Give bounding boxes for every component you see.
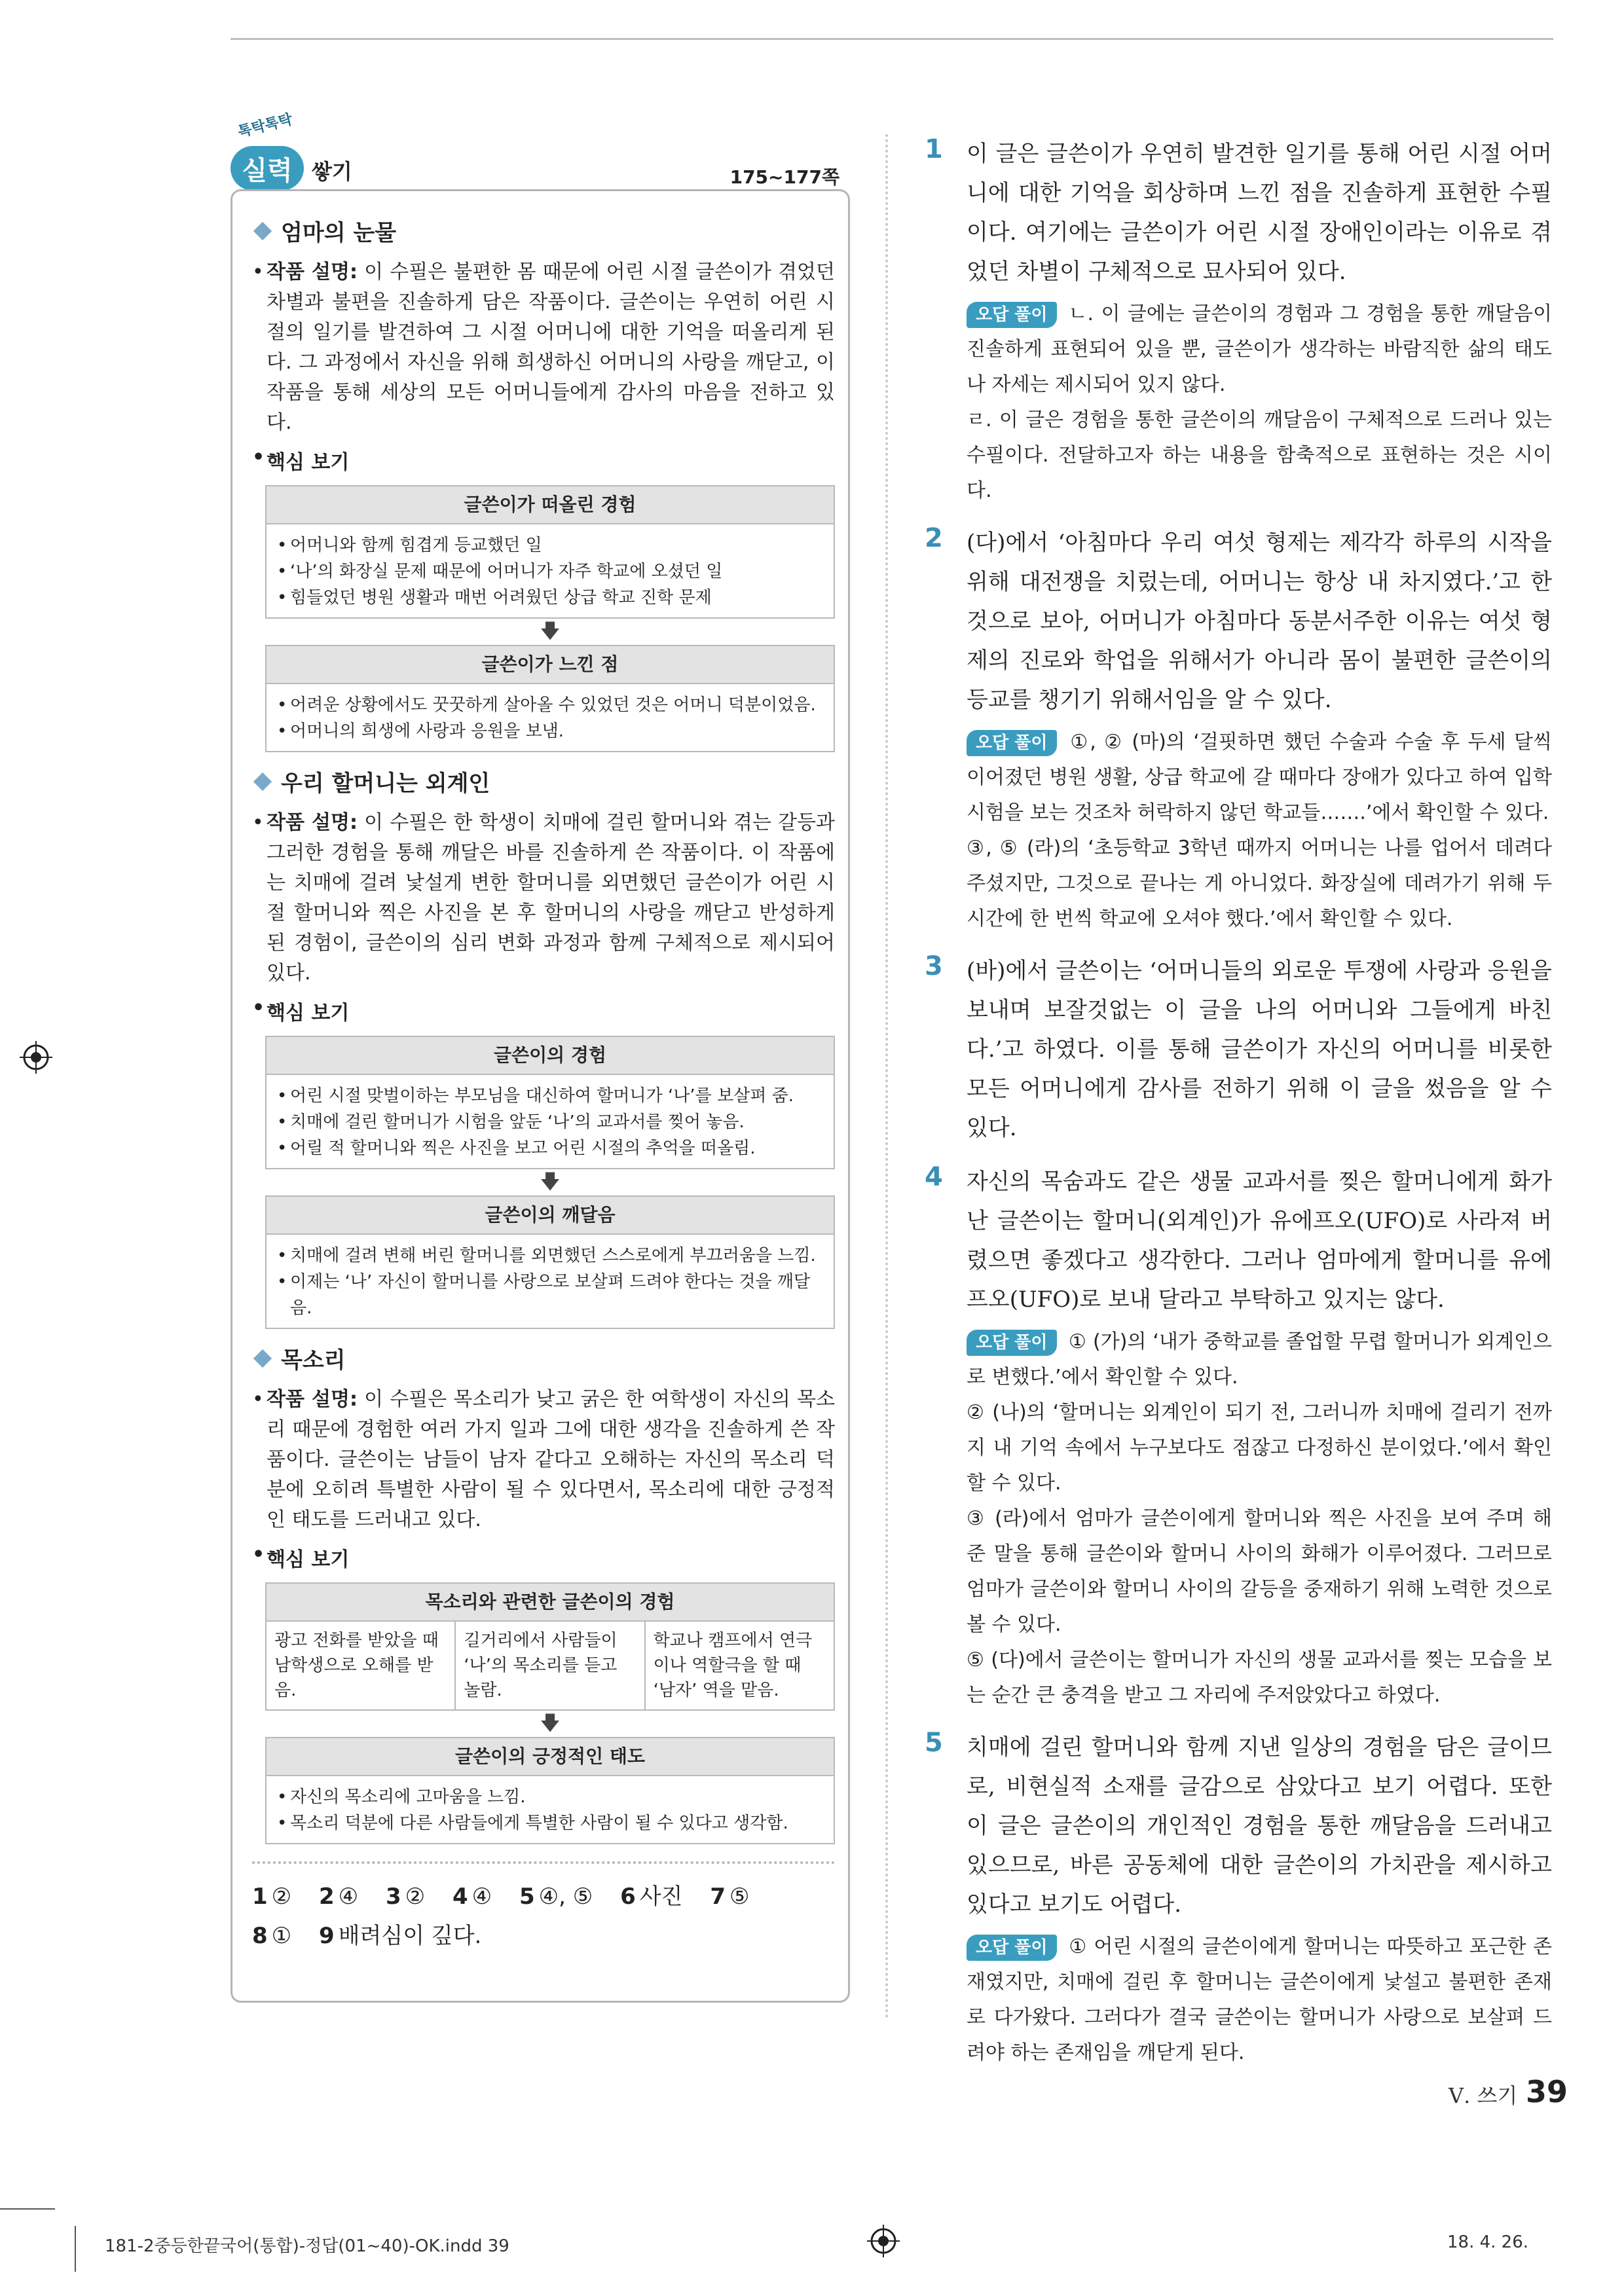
voice-experience-table xyxy=(265,1582,835,1711)
list-item xyxy=(277,1083,823,1109)
feeling-table xyxy=(265,645,835,752)
note-text: ③, ⑤ (라)의 ‘초등학교 3학년 때까지 어머니는 나를 업어서 데려다주셨지만, 그것으로 끝나는 게 아니었다. 화장실에 데려가기 위해 두 시간에 한 번씩 학교에 오셔야 했다.’에서 확인할 수 있다. xyxy=(967,837,1552,930)
note-line xyxy=(967,1501,1552,1643)
question-explanation xyxy=(923,951,1552,1148)
answer-number: 4 xyxy=(452,1884,468,1910)
bullet-icon: • xyxy=(252,1543,265,1566)
bullet-icon: • xyxy=(277,1246,287,1266)
list-item-text: 목소리 덕분에 다른 사람들에게 특별한 사람이 될 수 있다고 생각함. xyxy=(290,1813,788,1833)
table-header: 목소리와 관련한 글쓴이의 경험 xyxy=(267,1584,834,1622)
explanation-text: 이 글은 글쓴이가 우연히 발견한 일기를 통해 어린 시절 어머니에 대한 기억을 회상하며 느낀 점을 진솔하게 표현한 수필이다. 여기에는 글쓴이가 어린 시절 장애인이라는 이유로 겪었던 차별이 구체적으로 묘사되어 있다. xyxy=(967,141,1552,285)
note-line xyxy=(967,297,1552,403)
question-explanation xyxy=(923,134,1552,509)
attitude-table xyxy=(265,1737,835,1844)
answer-item xyxy=(452,1877,492,1916)
answer-value: 배려심이 깊다. xyxy=(338,1923,482,1949)
badge-main-text: 실력 xyxy=(231,146,304,191)
explanation-text: (바)에서 글쓴이는 ‘어머니들의 외로운 투쟁에 사랑과 응원을 보내며 보잘것없는 이 글을 나의 어머니와 그들에게 바친다.’고 하였다. 이를 통해 글쓴이가 자신의 어머니를 비롯한 모든 어머니에게 감사를 전하기 위해 이 글을 썼음을 알 수 있다. xyxy=(967,958,1552,1141)
table-body xyxy=(267,1235,834,1328)
section-title xyxy=(252,765,835,797)
list-item-text: 어린 시절 맞벌이하는 부모님을 대신하여 할머니가 ‘나’를 보살펴 줌. xyxy=(290,1086,794,1106)
list-item-text: 치매에 걸려 변해 버린 할머니를 외면했던 스스로에게 부끄러움을 느낌. xyxy=(290,1246,816,1266)
table-cell: 길거리에서 사람들이 ‘나’의 목소리를 듣고 놀람. xyxy=(456,1622,645,1709)
answer-number: 9 xyxy=(319,1923,335,1949)
bullet-icon: • xyxy=(252,1388,264,1411)
answer-number: 5 xyxy=(519,1884,535,1910)
answer-number: 1 xyxy=(252,1884,268,1910)
question-explanation xyxy=(923,1728,1552,2071)
work-description xyxy=(252,1385,835,1535)
explanation-text: 치매에 걸린 할머니와 함께 지낸 일상의 경험을 담은 글이므로, 비현실적 소재를 글감으로 삼았다고 보기 어렵다. 또한 이 글은 글쓴이의 개인적인 경험을 통한 깨달음을 드러내고 있으므로, 바른 공동체에 대한 글쓴이의 가치관을 제시하고 있다고 보기도 어렵다. xyxy=(967,1734,1552,1918)
explanation-text: (다)에서 ‘아침마다 우리 여섯 형제는 제각각 하루의 시작을 위해 대전쟁을 치렀는데, 어머니는 항상 내 차지였다.’고 한 것으로 보아, 어머니가 아침마다 동분서주한 이유는 여섯 형제의 진로와 학업을 위해서가 아니라 몸이 불편한 글쓴이의 등교를 챙기기 위해서임을 알 수 있다. xyxy=(967,530,1552,713)
question-number: 3 xyxy=(925,951,943,981)
column-divider xyxy=(885,134,888,2020)
bullet-icon: • xyxy=(277,1086,287,1106)
table-row xyxy=(267,1622,834,1709)
crop-mark xyxy=(0,2208,55,2210)
list-item xyxy=(277,1135,823,1161)
note-text: ② (나)의 ‘할머니는 외계인이 되기 전, 그러니까 치매에 걸리기 전까지 내 기억 속에서 누구보다도 점잖고 다정하신 분이었다.’에서 확인할 수 있다. xyxy=(967,1401,1552,1495)
experience-table xyxy=(265,485,835,619)
registration-mark-icon xyxy=(20,1041,52,1074)
answer-item xyxy=(710,1877,749,1916)
answer-number: 7 xyxy=(710,1884,726,1910)
table-body xyxy=(267,1075,834,1168)
list-item xyxy=(277,1109,823,1135)
answer-value: ④, ⑤ xyxy=(538,1884,593,1910)
table-header: 글쓴이가 느낀 점 xyxy=(267,646,834,684)
note-text: ① 어린 시절의 글쓴이에게 할머니는 따뜻하고 포근한 존재였지만, 치매에 걸린 후 할머니는 글쓴이에게 낯설고 불편한 존재로 다가왔다. 그러다가 결국 글쓴이는 할머니가 사랑으로 보살펴 드려야 하는 존재임을 깨닫게 된다. xyxy=(967,1935,1552,2064)
core-label xyxy=(252,996,835,1025)
desc-text: 이 수필은 한 학생이 치매에 걸린 할머니와 겪는 갈등과 그러한 경험을 통해 깨달은 바를 진솔하게 쓴 작품이다. 이 작품에는 치매에 걸려 낯설게 변한 할머니를 외면했던 글쓴이가 어린 시절 할머니와 찍은 사진을 본 후 할머니의 사랑을 깨닫고 반성하게 된 경험이, 글쓴이의 심리 변화 과정과 함께 구체적으로 제시되어 있다. xyxy=(267,811,835,985)
bullet-icon: • xyxy=(277,562,287,581)
bullet-icon: • xyxy=(252,261,264,283)
section-badge xyxy=(231,111,401,193)
answer-value: ② xyxy=(405,1884,426,1910)
section-title-text: 엄마의 눈물 xyxy=(281,220,397,246)
answer-item xyxy=(519,1877,593,1916)
summary-box xyxy=(231,189,850,2003)
bullet-icon: • xyxy=(277,1787,287,1807)
imprint-filename: 181-2중등한끝국어(통합)-정답(01~40)-OK.indd 39 xyxy=(105,2236,509,2256)
answer-value: ② xyxy=(271,1884,292,1910)
bullet-icon: • xyxy=(277,536,287,555)
crop-mark xyxy=(75,2226,76,2272)
list-item-text: 치매에 걸린 할머니가 시험을 앞둔 ‘나’의 교과서를 찢어 놓음. xyxy=(290,1112,745,1132)
wrong-answer-notes xyxy=(967,725,1552,937)
bullet-icon: • xyxy=(277,1813,287,1833)
bullet-icon: • xyxy=(277,1112,287,1132)
answer-item xyxy=(252,1916,291,1956)
note-line xyxy=(967,403,1552,509)
section-title-text: 우리 할머니는 외계인 xyxy=(281,771,490,797)
list-item xyxy=(277,1784,823,1810)
question-number: 5 xyxy=(925,1728,943,1758)
answer-value: 사진 xyxy=(639,1884,683,1910)
section-title xyxy=(252,215,835,247)
question-number: 2 xyxy=(925,523,943,553)
answer-value: ① xyxy=(271,1923,292,1949)
note-text: ㄹ. 이 글은 경험을 통한 글쓴이의 깨달음이 구체적으로 드러나 있는 수필이다. 전달하고자 하는 내용을 함축적으로 표현하는 것은 시이다. xyxy=(967,409,1552,502)
experience-table xyxy=(265,1036,835,1169)
table-body xyxy=(267,684,834,751)
list-item xyxy=(277,718,823,744)
answer-key xyxy=(252,1877,835,1956)
list-item-text: 자신의 목소리에 고마움을 느낌. xyxy=(290,1787,526,1807)
list-item xyxy=(277,1269,823,1321)
explanation-text: 자신의 목숨과도 같은 생물 교과서를 찢은 할머니에게 화가 난 글쓴이는 할머니(외계인)가 유에프오(UFO)로 사라져 버렸으면 좋겠다고 생각한다. 그러나 엄마에게 할머니를 유에프오(UFO)로 보내 달라고 부탁하고 있지는 않다. xyxy=(967,1169,1552,1313)
list-item xyxy=(277,1810,823,1836)
answer-number: 6 xyxy=(620,1884,636,1910)
list-item-text: 어머니의 희생에 사랑과 응원을 보냄. xyxy=(290,721,564,741)
list-item-text: 어려운 상황에서도 꿋꿋하게 살아올 수 있었던 것은 어머니 덕분이었음. xyxy=(290,695,816,715)
answer-value: ⑤ xyxy=(729,1884,750,1910)
realization-table xyxy=(265,1195,835,1329)
core-label xyxy=(252,446,835,475)
diamond-icon xyxy=(253,1349,272,1367)
top-rule xyxy=(231,38,1553,40)
note-line xyxy=(967,831,1552,937)
desc-label: 작품 설명: xyxy=(267,261,358,283)
imprint-date: 18. 4. 26. xyxy=(1447,2232,1529,2252)
list-item xyxy=(277,585,823,611)
arrow-down-icon: 🡇 xyxy=(540,620,561,643)
bullet-icon: • xyxy=(252,996,265,1019)
summary-box-inner xyxy=(252,211,835,1956)
question-number: 1 xyxy=(925,134,943,164)
bullet-icon: • xyxy=(277,695,287,715)
desc-label: 작품 설명: xyxy=(267,811,358,834)
section-title-text: 목소리 xyxy=(281,1347,346,1374)
registration-mark-icon xyxy=(867,2225,900,2257)
table-header: 글쓴이가 떠올린 경험 xyxy=(267,486,834,524)
list-item-text: 어릴 적 할머니와 찍은 사진을 보고 어린 시절의 추억을 떠올림. xyxy=(290,1139,756,1158)
answer-value: ④ xyxy=(338,1884,359,1910)
bullet-icon: • xyxy=(277,588,287,608)
bullet-icon: • xyxy=(252,811,264,834)
note-text: ⑤ (다)에서 글쓴이는 할머니가 자신의 생물 교과서를 찢는 모습을 보는 순간 큰 충격을 받고 그 자리에 주저앉았다고 하였다. xyxy=(967,1649,1552,1707)
dotted-divider xyxy=(252,1861,835,1864)
bullet-icon: • xyxy=(252,446,265,469)
page-number: 39 xyxy=(1526,2074,1568,2109)
core-label xyxy=(252,1543,835,1572)
answer-value: ④ xyxy=(471,1884,492,1910)
table-body xyxy=(267,524,834,617)
note-text: ㄴ. 이 글에는 글쓴이의 경험과 그 경험을 통한 깨달음이 진솔하게 표현되어 있을 뿐, 글쓴이가 생각하는 바람직한 삶의 태도나 자세는 제시되어 있지 않다. xyxy=(967,302,1552,396)
question-number: 4 xyxy=(925,1162,943,1192)
table-header: 글쓴이의 경험 xyxy=(267,1037,834,1075)
answer-item xyxy=(319,1916,481,1956)
right-column xyxy=(923,134,1552,2085)
list-item xyxy=(277,1243,823,1269)
core-label-text: 핵심 보기 xyxy=(267,1548,350,1571)
table-cell: 학교나 캠프에서 연극이나 역할극을 할 때 ‘남자’ 역을 맡음. xyxy=(653,1631,813,1700)
list-item xyxy=(277,532,823,558)
answer-item xyxy=(386,1877,425,1916)
section-title xyxy=(252,1342,835,1374)
answer-number: 2 xyxy=(319,1884,335,1910)
table-header: 글쓴이의 긍정적인 태도 xyxy=(267,1738,834,1776)
note-line xyxy=(967,1324,1552,1395)
badge-small-text: 톡탁톡탁 xyxy=(236,111,295,141)
bullet-icon: • xyxy=(277,721,287,741)
badge-title: 쌓기 xyxy=(312,159,352,184)
note-line xyxy=(967,1929,1552,2071)
wrong-answer-badge: 오답 풀이 xyxy=(967,302,1057,328)
arrow-down-icon: 🡇 xyxy=(540,1712,561,1735)
diamond-icon xyxy=(253,221,272,240)
wrong-answer-notes xyxy=(967,1324,1552,1713)
table-cell: 광고 전화를 받았을 때 남학생으로 오해를 받음. xyxy=(267,1622,456,1709)
wrong-answer-notes xyxy=(967,297,1552,509)
core-label-text: 핵심 보기 xyxy=(267,451,350,474)
list-item-text: ‘나’의 화장실 문제 때문에 어머니가 자주 학교에 오셨던 일 xyxy=(290,562,723,581)
answer-number: 3 xyxy=(386,1884,401,1910)
page-range: 175~177쪽 xyxy=(729,166,840,188)
list-item xyxy=(277,558,823,585)
list-item-text: 힘들었던 병원 생활과 매번 어려웠던 상급 학교 진학 문제 xyxy=(290,588,712,608)
list-item xyxy=(277,692,823,718)
wrong-answer-badge: 오답 풀이 xyxy=(967,1935,1057,1961)
question-explanation xyxy=(923,523,1552,937)
answer-item xyxy=(319,1877,358,1916)
answer-row xyxy=(252,1877,835,1916)
note-line xyxy=(967,1643,1552,1713)
arrow-down-icon: 🡇 xyxy=(540,1171,561,1194)
work-description xyxy=(252,808,835,989)
note-line xyxy=(967,725,1552,831)
wrong-answer-badge: 오답 풀이 xyxy=(967,1330,1057,1356)
diamond-icon xyxy=(253,772,272,790)
wrong-answer-badge: 오답 풀이 xyxy=(967,730,1057,756)
note-text: ①, ② (마)의 ‘걸핏하면 했던 수술과 수술 후 두세 달씩 이어졌던 병원 생활, 상급 학교에 갈 때마다 장애가 있다고 하여 입학시험을 보는 것조차 허락하지 않던 학교들…….’에서 확인할 수 있다. xyxy=(967,731,1552,824)
bullet-icon: • xyxy=(277,1139,287,1158)
note-line xyxy=(967,1395,1552,1501)
core-label-text: 핵심 보기 xyxy=(267,1002,350,1025)
table-header: 글쓴이의 깨달음 xyxy=(267,1197,834,1235)
answer-item xyxy=(252,1877,291,1916)
list-item-text: 어머니와 함께 힘겹게 등교했던 일 xyxy=(290,536,542,555)
wrong-answer-notes xyxy=(967,1929,1552,2071)
table-body xyxy=(267,1776,834,1843)
bullet-icon: • xyxy=(277,1272,287,1292)
desc-text: 이 수필은 목소리가 낮고 굵은 한 여학생이 자신의 목소리 때문에 경험한 여러 가지 일과 그에 대한 생각을 진솔하게 쓴 작품이다. 글쓴이는 남들이 남자 같다고 오해하는 자신의 목소리 덕분에 오히려 특별한 사람이 될 수 있다면서, 목소리에 대한 긍정적인 태도를 드러내고 있다. xyxy=(267,1388,835,1531)
answer-item xyxy=(620,1877,682,1916)
desc-label: 작품 설명: xyxy=(267,1388,358,1411)
note-text: ③ (라)에서 엄마가 글쓴이에게 할머니와 찍은 사진을 보여 주며 해 준 말을 통해 글쓴이와 할머니 사이의 화해가 이루어졌다. 그러므로 엄마가 글쓴이와 할머니 사이의 갈등을 중재하기 위해 노력한 것으로 볼 수 있다. xyxy=(967,1507,1552,1636)
work-description xyxy=(252,257,835,438)
desc-text: 이 수필은 불편한 몸 때문에 어린 시절 글쓴이가 겪었던 차별과 불편을 진솔하게 담은 작품이다. 글쓴이는 우연히 어린 시절의 일기를 발견하여 그 시절 어머니에 대한 기억을 떠올리게 된다. 그 과정에서 자신을 위해 희생하신 어머니의 사랑을 깨닫고, 이 작품을 통해 세상의 모든 어머니들에게 감사의 마음을 전하고 있다. xyxy=(267,261,835,434)
answer-number: 8 xyxy=(252,1923,268,1949)
footer-section-label: Ⅴ. 쓰기 xyxy=(1449,2083,1518,2108)
list-item-text: 이제는 ‘나’ 자신이 할머니를 사랑으로 보살펴 드려야 한다는 것을 깨달음. xyxy=(290,1272,811,1318)
question-explanation xyxy=(923,1162,1552,1713)
note-text: ① (가)의 ‘내가 중학교를 졸업할 무렵 할머니가 외계인으로 변했다.’에서 확인할 수 있다. xyxy=(967,1330,1552,1389)
left-column xyxy=(231,111,853,2013)
answer-row xyxy=(252,1916,835,1956)
